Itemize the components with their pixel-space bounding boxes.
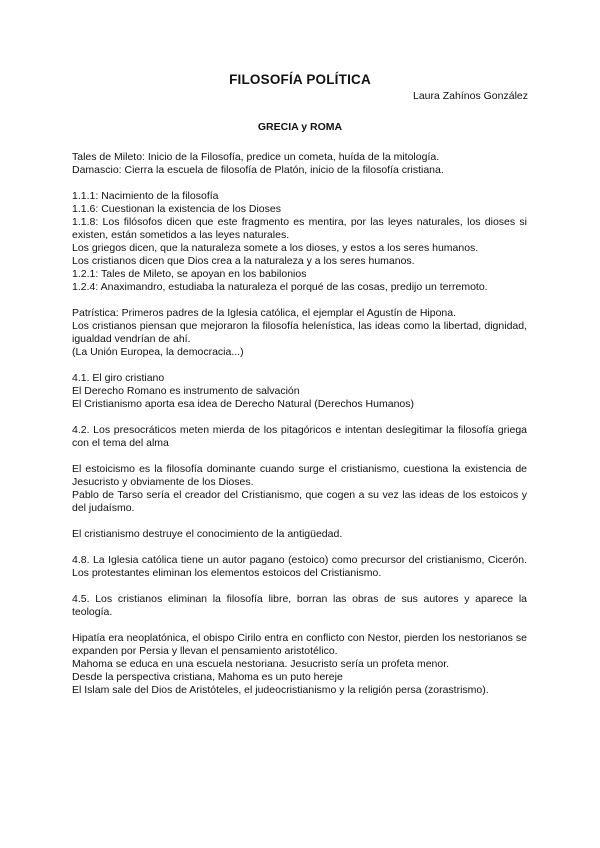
text-line: El estoicismo es la filosofía dominante cuando surge el cristianismo, cuestiona la existencia de Jesucristo y obviamente de los Dioses. [72, 463, 527, 488]
text-line: 4.5. Los cristianos eliminan la filosofía libre, borran las obras de sus autores y aparece la teología. [72, 593, 527, 618]
text-line: Los cristianos dicen que Dios crea a la naturaleza y a los seres humanos. [72, 255, 415, 267]
paragraph-2 [72, 190, 527, 294]
text-line: 1.1.8: Los filósofos dicen que este fragmento es mentira, por las leyes naturales, los dioses si existen, están sometidos a las leyes naturales. [72, 216, 527, 241]
paragraph-1 [72, 151, 527, 177]
text-line: Patrística: Primeros padres de la Iglesia católica, el ejemplar el Agustín de Hipona. [72, 307, 457, 319]
document-author: Laura Zahínos González [413, 90, 528, 102]
text-line: 1.1.1: Nacimiento de la filosofía [72, 190, 219, 202]
paragraph-7 [72, 528, 527, 541]
text-line: Tales de Mileto: Inicio de la Filosofía, predice un cometa, huída de la mitología. [72, 151, 440, 163]
text-line: Pablo de Tarso sería el creador del Cristianismo, que cogen a su vez las ideas de los estoicos y del judaísmo. [72, 489, 527, 514]
paragraph-4 [72, 372, 527, 411]
document-body [72, 151, 527, 710]
text-line: El Derecho Romano es instrumento de salvación [72, 385, 300, 397]
section-heading: GRECIA y ROMA [257, 121, 343, 133]
text-line: Damascio: Cierra la escuela de filosofía de Platón, inicio de la filosofía cristiana. [72, 164, 444, 176]
paragraph-9 [72, 593, 527, 619]
text-line: 4.2. Los presocráticos meten mierda de los pitagóricos e intentan deslegitimar la filosofía griega con el tema del alma [72, 424, 527, 449]
text-line: 4.1. El giro cristiano [72, 372, 165, 384]
paragraph-8 [72, 554, 527, 580]
text-line: 1.2.4: Anaximandro, estudiaba la naturaleza el porqué de las cosas, predijo un terremoto. [72, 281, 488, 293]
text-line: Mahoma se educa en una escuela nestoriana. Jesucristo sería un profeta menor. [72, 658, 450, 670]
text-line: (La Unión Europea, la democracia...) [72, 346, 244, 358]
paragraph-3 [72, 307, 527, 359]
text-line: 1.1.6: Cuestionan la existencia de los Dioses [72, 203, 281, 215]
paragraph-10 [72, 632, 527, 697]
text-line: 1.2.1: Tales de Mileto, se apoyan en los babilonios [72, 268, 307, 280]
text-line: Los cristianos piensan que mejoraron la filosofía helenística, las ideas como la libertad, dignidad, igualdad vendrían de ahí. [72, 320, 527, 345]
text-line: El Islam sale del Dios de Aristóteles, el judeocristianismo y la religión persa (zorastrismo). [72, 684, 489, 696]
text-line: El cristianismo destruye el conocimiento de la antigüedad. [72, 528, 343, 540]
text-line: Los griegos dicen, que la naturaleza somete a los dioses, y estos a los seres humanos. [72, 242, 479, 254]
paragraph-5 [72, 424, 527, 450]
paragraph-6 [72, 463, 527, 515]
text-line: 4.8. La Iglesia católica tiene un autor pagano (estoico) como precursor del cristianismo, Cicerón. Los protestantes eliminan los elementos estoicos del Cristianismo. [72, 554, 527, 579]
text-line: Hipatía era neoplatónica, el obispo Cirilo entra en conflicto con Nestor, pierden los nestorianos se expanden por Persia y llevan el pensamiento aristotélico. [72, 632, 527, 657]
text-line: Desde la perspectiva cristiana, Mahoma es un puto hereje [72, 671, 343, 683]
document-title: FILOSOFÍA POLÍTICA [229, 72, 371, 87]
text-line: El Cristianismo aporta esa idea de Derecho Natural (Derechos Humanos) [72, 398, 414, 410]
